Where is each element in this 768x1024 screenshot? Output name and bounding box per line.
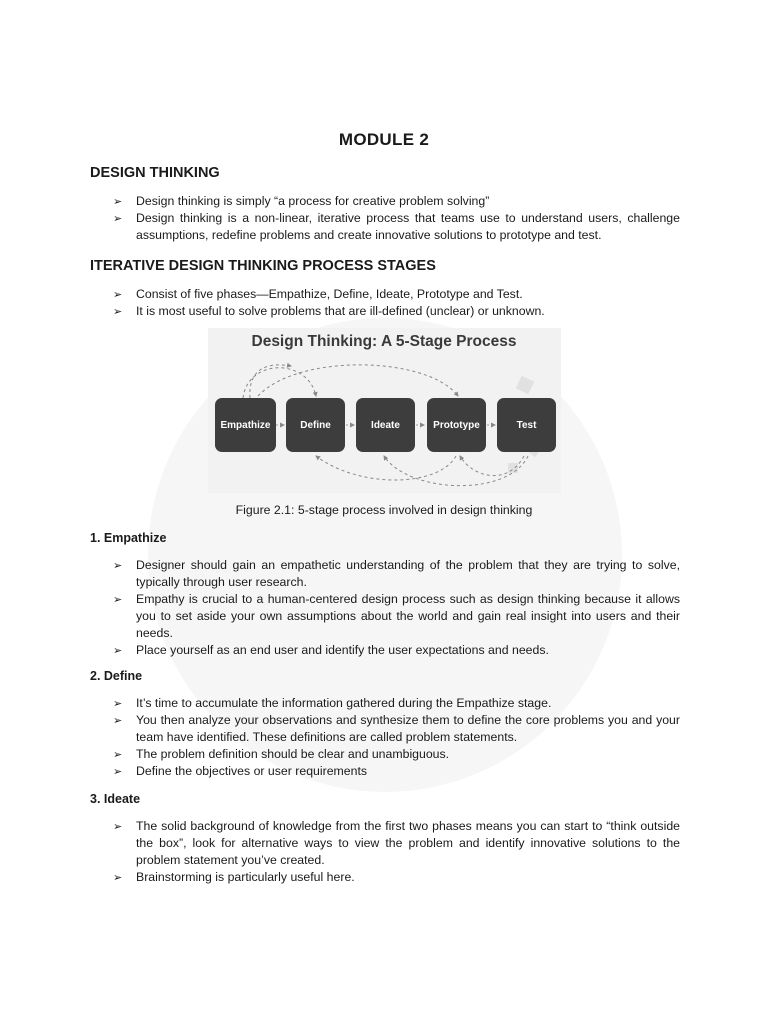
bullet-item: ➢ It is most useful to solve problems that are ill-defined (unclear) or unknown. (113, 303, 680, 320)
design-thinking-diagram (208, 328, 561, 493)
bullet-item: ➢ Design thinking is simply “a process for creative problem solving” (113, 193, 680, 210)
section-heading-design-thinking: DESIGN THINKING (90, 165, 220, 181)
stage-test (497, 398, 556, 452)
bullet-item: ➢ Designer should gain an empathetic understanding of the problem that they are trying to solve, typically through user research. (113, 557, 680, 591)
define-bullets (113, 695, 680, 780)
stage-empathize (215, 398, 276, 452)
bullet-item: ➢ Empathy is crucial to a human-centered design process such as design thinking because it allows you to set aside your own assumptions about the world and gain real insight into users and their needs. (113, 591, 680, 642)
stage-ideate (356, 398, 415, 452)
design-thinking-bullets (113, 193, 680, 244)
bullet-item: ➢ It’s time to accumulate the information gathered during the Empathize stage. (113, 695, 680, 712)
bullet-item: ➢ Design thinking is a non-linear, iterative process that teams use to understand users, challenge assumptions, redefine problems and create innovative solutions to prototype and test. (113, 210, 680, 244)
bullet-item: ➢ Consist of five phases—Empathize, Define, Ideate, Prototype and Test. (113, 286, 680, 303)
bullet-item: ➢ The solid background of knowledge from the first two phases means you can start to “think outside the box”, look for alternative ways to view the problem and identify innovative solutions to the problem statement you’ve created. (113, 818, 680, 869)
stage-label: Empathize (220, 420, 271, 431)
stage-define (286, 398, 345, 452)
stage-label: Ideate (371, 420, 400, 431)
bullet-item: ➢ You then analyze your observations and synthesize them to define the core problems you and your team have identified. These definitions are called problem statements. (113, 712, 680, 746)
diagram-title: Design Thinking: A 5-Stage Process (251, 333, 517, 350)
empathize-bullets (113, 557, 680, 659)
bullet-item: ➢ Define the objectives or user requirements (113, 763, 680, 780)
ideate-bullets (113, 818, 680, 886)
heading-ideate: 3. Ideate (90, 792, 141, 806)
section-heading-process-stages: ITERATIVE DESIGN THINKING PROCESS STAGES (90, 258, 436, 274)
bullet-item: ➢ The problem definition should be clear and unambiguous. (113, 746, 680, 763)
heading-define: 2. Define (90, 669, 143, 683)
stage-label: Test (516, 420, 537, 431)
bullet-item: ➢ Place yourself as an end user and identify the user expectations and needs. (113, 642, 680, 659)
bullet-item: ➢ Brainstorming is particularly useful here. (113, 869, 680, 886)
heading-empathize: 1. Empathize (90, 531, 167, 545)
module-title: MODULE 2 (338, 130, 430, 149)
process-stages-bullets (113, 286, 680, 320)
stage-label: Define (300, 420, 331, 431)
stage-label: Prototype (433, 420, 480, 431)
stage-prototype (427, 398, 486, 452)
figure-caption: Figure 2.1: 5-stage process involved in design thinking (235, 503, 533, 517)
diagram-svg (208, 328, 561, 493)
